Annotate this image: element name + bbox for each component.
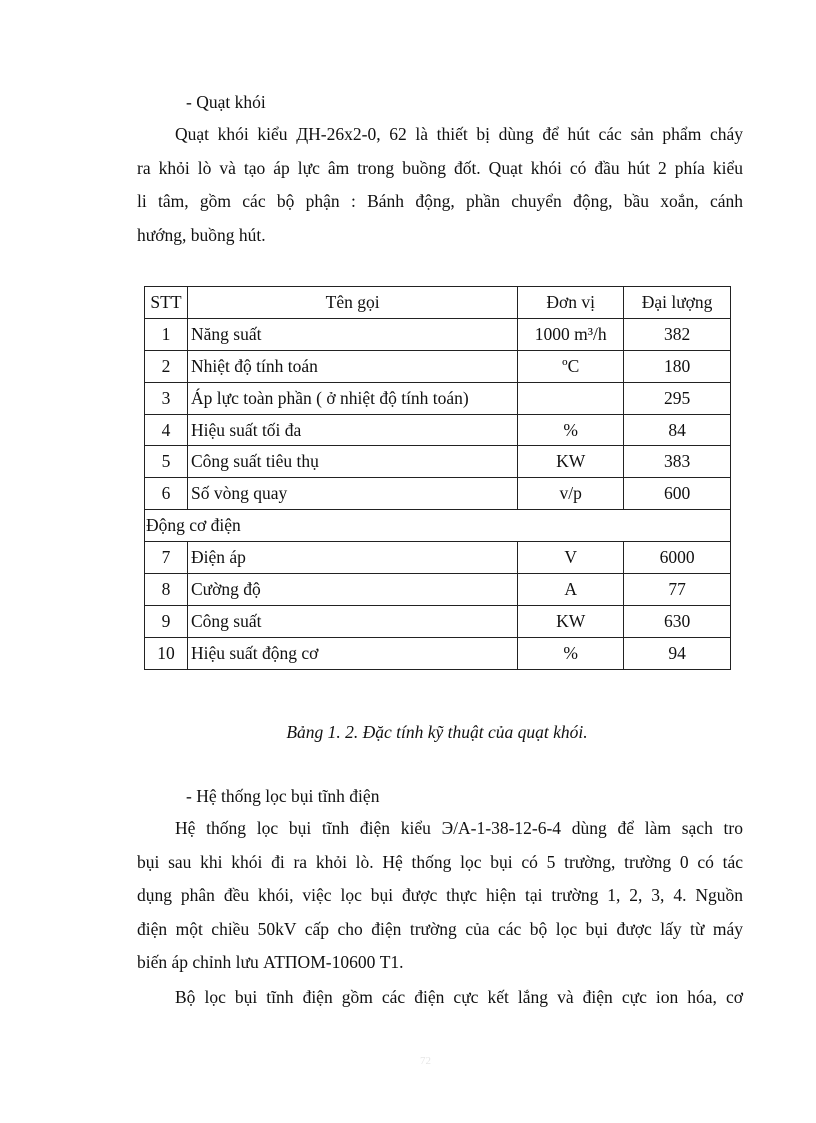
cell-name: Cường độ bbox=[187, 574, 517, 606]
cell-name: Điện áp bbox=[187, 542, 517, 574]
cell-unit: v/p bbox=[518, 478, 624, 510]
bullet-quat-khoi: - Quạt khói bbox=[186, 92, 266, 112]
cell-name: Công suất bbox=[187, 605, 517, 637]
cell-name: Hiệu suất động cơ bbox=[187, 637, 517, 669]
cell-value: 6000 bbox=[624, 542, 731, 574]
paragraph-line: Bộ lọc bụi tĩnh điện gồm các điện cực kết lắng và điện cực ion hóa, cơ bbox=[175, 986, 743, 1007]
cell-value: 94 bbox=[624, 637, 731, 669]
table-header-row bbox=[145, 287, 731, 319]
paragraph-line: li tâm, gồm các bộ phận : Bánh động, phần chuyển động, bầu xoắn, cánh bbox=[137, 191, 743, 211]
cell-stt: 8 bbox=[145, 574, 188, 606]
header-dai-luong: Đại lượng bbox=[624, 287, 731, 319]
cell-value: 600 bbox=[624, 478, 731, 510]
spec-table bbox=[144, 286, 731, 670]
table-row bbox=[145, 382, 731, 414]
cell-unit: 1000 m³/h bbox=[518, 318, 624, 350]
paragraph-line: biến áp chỉnh lưu АТПОМ-10600 Т1. bbox=[137, 952, 404, 972]
cell-value: 630 bbox=[624, 605, 731, 637]
cell-unit: KW bbox=[518, 605, 624, 637]
paragraph-line: bụi sau khi khói đi ra khỏi lò. Hệ thống lọc bụi có 5 trường, trường 0 có tác bbox=[137, 851, 743, 872]
cell-name: Số vòng quay bbox=[187, 478, 517, 510]
cell-value: 383 bbox=[624, 446, 731, 478]
table-row bbox=[145, 542, 731, 574]
cell-unit: % bbox=[518, 414, 624, 446]
paragraph-line: Quạt khói kiểu ДН-26x2-0, 62 là thiết bị dùng để hút các sản phẩm cháy bbox=[175, 124, 743, 144]
cell-name: Hiệu suất tối đa bbox=[187, 414, 517, 446]
table-row bbox=[145, 350, 731, 382]
cell-stt: 6 bbox=[145, 478, 188, 510]
cell-name: Áp lực toàn phần ( ở nhiệt độ tính toán) bbox=[187, 382, 517, 414]
table-caption: Bảng 1. 2. Đặc tính kỹ thuật của quạt khói. bbox=[286, 722, 588, 742]
table-row bbox=[145, 637, 731, 669]
table-row bbox=[145, 414, 731, 446]
cell-name: Nhiệt độ tính toán bbox=[187, 350, 517, 382]
bullet-loc-bui: - Hệ thống lọc bụi tĩnh điện bbox=[186, 786, 380, 806]
header-don-vi: Đơn vị bbox=[518, 287, 624, 319]
group-label: Động cơ điện bbox=[145, 510, 731, 542]
page-watermark: 72 bbox=[420, 1055, 431, 1067]
cell-stt: 2 bbox=[145, 350, 188, 382]
table-row bbox=[145, 446, 731, 478]
cell-value: 84 bbox=[624, 414, 731, 446]
table-row bbox=[145, 478, 731, 510]
cell-unit: % bbox=[518, 637, 624, 669]
cell-name: Năng suất bbox=[187, 318, 517, 350]
table-row bbox=[145, 605, 731, 637]
cell-unit: A bbox=[518, 574, 624, 606]
paragraph-line: Hệ thống lọc bụi tĩnh điện kiểu Э/А-1-38-12-6-4 dùng để làm sạch tro bbox=[175, 818, 743, 838]
cell-stt: 4 bbox=[145, 414, 188, 446]
cell-unit: V bbox=[518, 542, 624, 574]
cell-value: 382 bbox=[624, 318, 731, 350]
header-ten-goi: Tên gọi bbox=[187, 287, 517, 319]
cell-value: 180 bbox=[624, 350, 731, 382]
cell-stt: 5 bbox=[145, 446, 188, 478]
cell-stt: 9 bbox=[145, 605, 188, 637]
table-group-row bbox=[145, 510, 731, 542]
paragraph-line: hướng, buồng hút. bbox=[137, 224, 266, 245]
cell-unit: ºC bbox=[518, 350, 624, 382]
cell-unit bbox=[518, 382, 624, 414]
cell-unit: KW bbox=[518, 446, 624, 478]
cell-value: 77 bbox=[624, 574, 731, 606]
cell-name: Công suất tiêu thụ bbox=[187, 446, 517, 478]
cell-stt: 10 bbox=[145, 637, 188, 669]
paragraph-loc-bui bbox=[137, 812, 743, 1014]
paragraph-line: ra khỏi lò và tạo áp lực âm trong buồng đốt. Quạt khói có đầu hút 2 phía kiểu bbox=[137, 157, 743, 178]
cell-value: 295 bbox=[624, 382, 731, 414]
paragraph-quat-khoi bbox=[137, 118, 743, 252]
cell-stt: 7 bbox=[145, 542, 188, 574]
table-row bbox=[145, 574, 731, 606]
table-row bbox=[145, 318, 731, 350]
header-stt: STT bbox=[145, 287, 188, 319]
cell-stt: 3 bbox=[145, 382, 188, 414]
cell-stt: 1 bbox=[145, 318, 188, 350]
paragraph-line: điện một chiều 50kV cấp cho điện trường của các bộ lọc bụi được lấy từ máy bbox=[137, 918, 743, 939]
paragraph-line: dụng phân đều khói, việc lọc bụi được thực hiện tại trường 1, 2, 3, 4. Nguồn bbox=[137, 885, 743, 905]
